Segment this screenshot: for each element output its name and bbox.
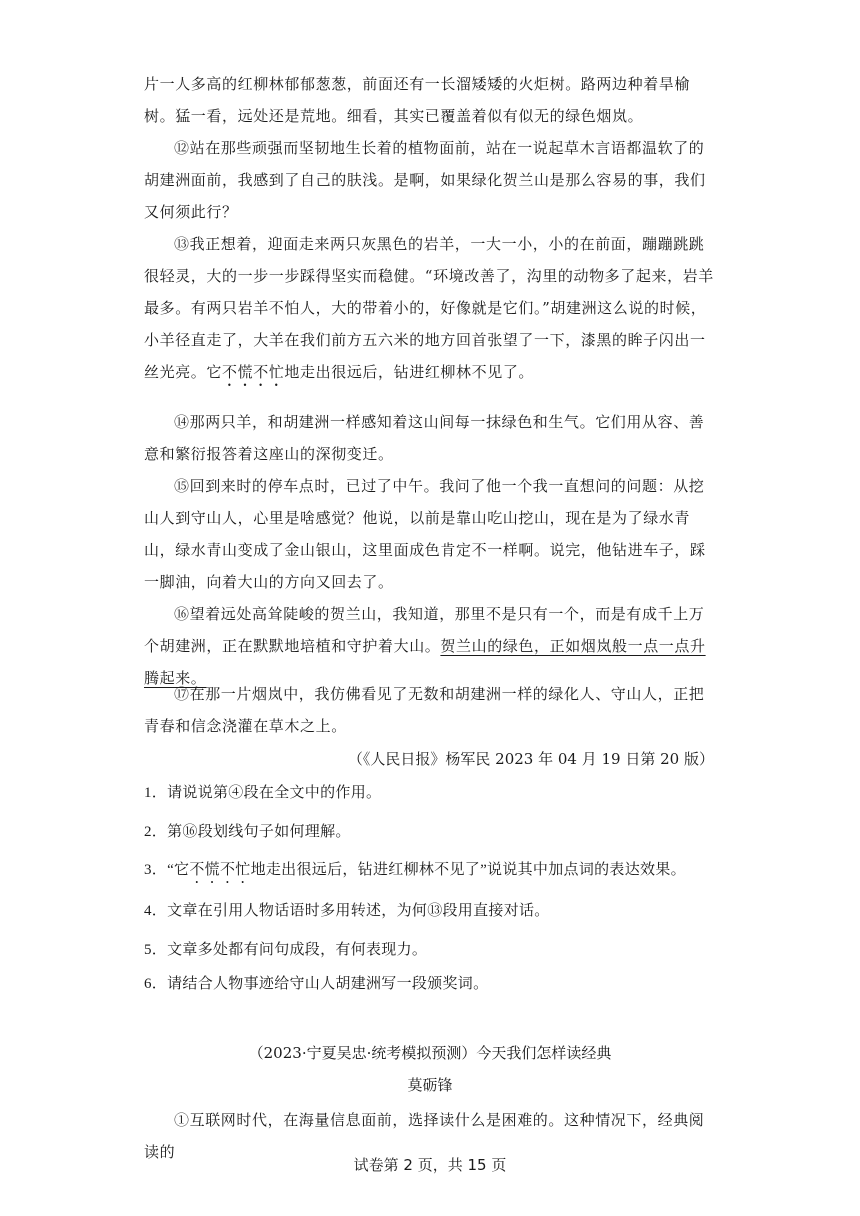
paragraph-continued: 片一人多高的红柳林郁郁葱葱，前面还有一长溜矮矮的火炬树。路两边种着旱榆树。猛一看，远处还是荒地。细看，其实已覆盖着似有似无的绿色烟岚。: [144, 75, 691, 125]
question-3-text: 3．“它: [144, 862, 190, 878]
question-2: 2．第⑯段划线句子如何理解。: [144, 824, 351, 840]
paragraph-13: [144, 228, 718, 390]
article-header: （2023·宁夏吴忠·统考模拟预测）今天我们怎样读经典: [248, 1044, 612, 1062]
question-5: 5．文章多处都有问句成段，有何表现力。: [144, 942, 428, 958]
paragraph-15: ⑮回到来时的停车点时，已过了中午。我问了他一个我一直想问的问题：从挖山人到守山人，心里是啥感觉？他说，以前是靠山吃山挖山，现在是为了绿水青山，绿水青山变成了金山银山，这里面成色肯定不一样啊。说完，他钻进车子，踩一脚油，向着大山的方向又回去了。: [144, 477, 706, 591]
question-3-end: 地走出很远后，钻进红柳林不见了”说说其中加点词的表达效果。: [250, 862, 686, 878]
paragraph-13-end: 地走出很远后，钻进红柳林不见了。: [284, 363, 535, 381]
question-6: 6．请结合人物事迹给守山人胡建洲写一段颁奖词。: [144, 976, 489, 992]
paragraph-12: ⑫站在那些顽强而坚韧地生长着的植物面前，站在一说起草木言语都温软了的胡建洲面前，我感到了自己的肤浅。是啊，如果绿化贺兰山是那么容易的事，我们又何须此行？: [144, 139, 706, 221]
paragraph-1: ①互联网时代，在海量信息面前，选择读什么是困难的。这种情况下，经典阅读的: [144, 1111, 705, 1161]
question-4: 4．文章在引用人物话语时多用转述，为何⑬段用直接对话。: [144, 903, 550, 919]
paragraph-14: ⑭那两只羊，和胡建洲一样感知着这山间每一抹绿色和生气。它们用从容、善意和繁衍报答着这座山的深彻变迁。: [144, 413, 705, 463]
paragraph-17: ⑰在那一片烟岚中，我仿佛看见了无数和胡建洲一样的绿化人、守山人，正把青春和信念浇灌在草木之上。: [144, 685, 705, 735]
emphasized-phrase: 不慌不忙: [222, 363, 285, 381]
paragraph-13-text: ⑬我正想着，迎面走来两只灰黑色的岩羊，一大一小，小的在前面，蹦蹦跳跳很轻灵，大的一步一步踩得坚实而稳健。“环境改善了，沟里的动物多了起来，岩羊最多。有两只岩羊不怕人，大的带着小的，好像就是它们。”胡建洲这么说的时候，小羊径直走了，大羊在我们前方五六米的地方回首张望了一下，漆黑的眸子闪出一丝光亮。它: [144, 235, 714, 381]
emphasized-phrase: 不慌不忙: [189, 862, 251, 878]
paragraph-16-text: ⑯望着远处高耸陡峻的贺兰山，我知道，那里不是只有一个，而是有成千上万个胡建洲，正在默默地培植和守护着大山。: [144, 605, 705, 655]
question-3: [144, 856, 686, 887]
question-1: 1．请说说第④段在全文中的作用。: [144, 785, 382, 801]
page-footer: 试卷第 2 页，共 15 页: [353, 1156, 507, 1174]
article-source: （《人民日报》杨军民 2023 年 04 月 19 日第 20 版）: [347, 750, 714, 768]
underlined-sentence: 贺兰山的绿色，正如烟岚般一点一点升腾起来。: [144, 637, 706, 687]
article-author: 莫砺锋: [407, 1076, 453, 1094]
